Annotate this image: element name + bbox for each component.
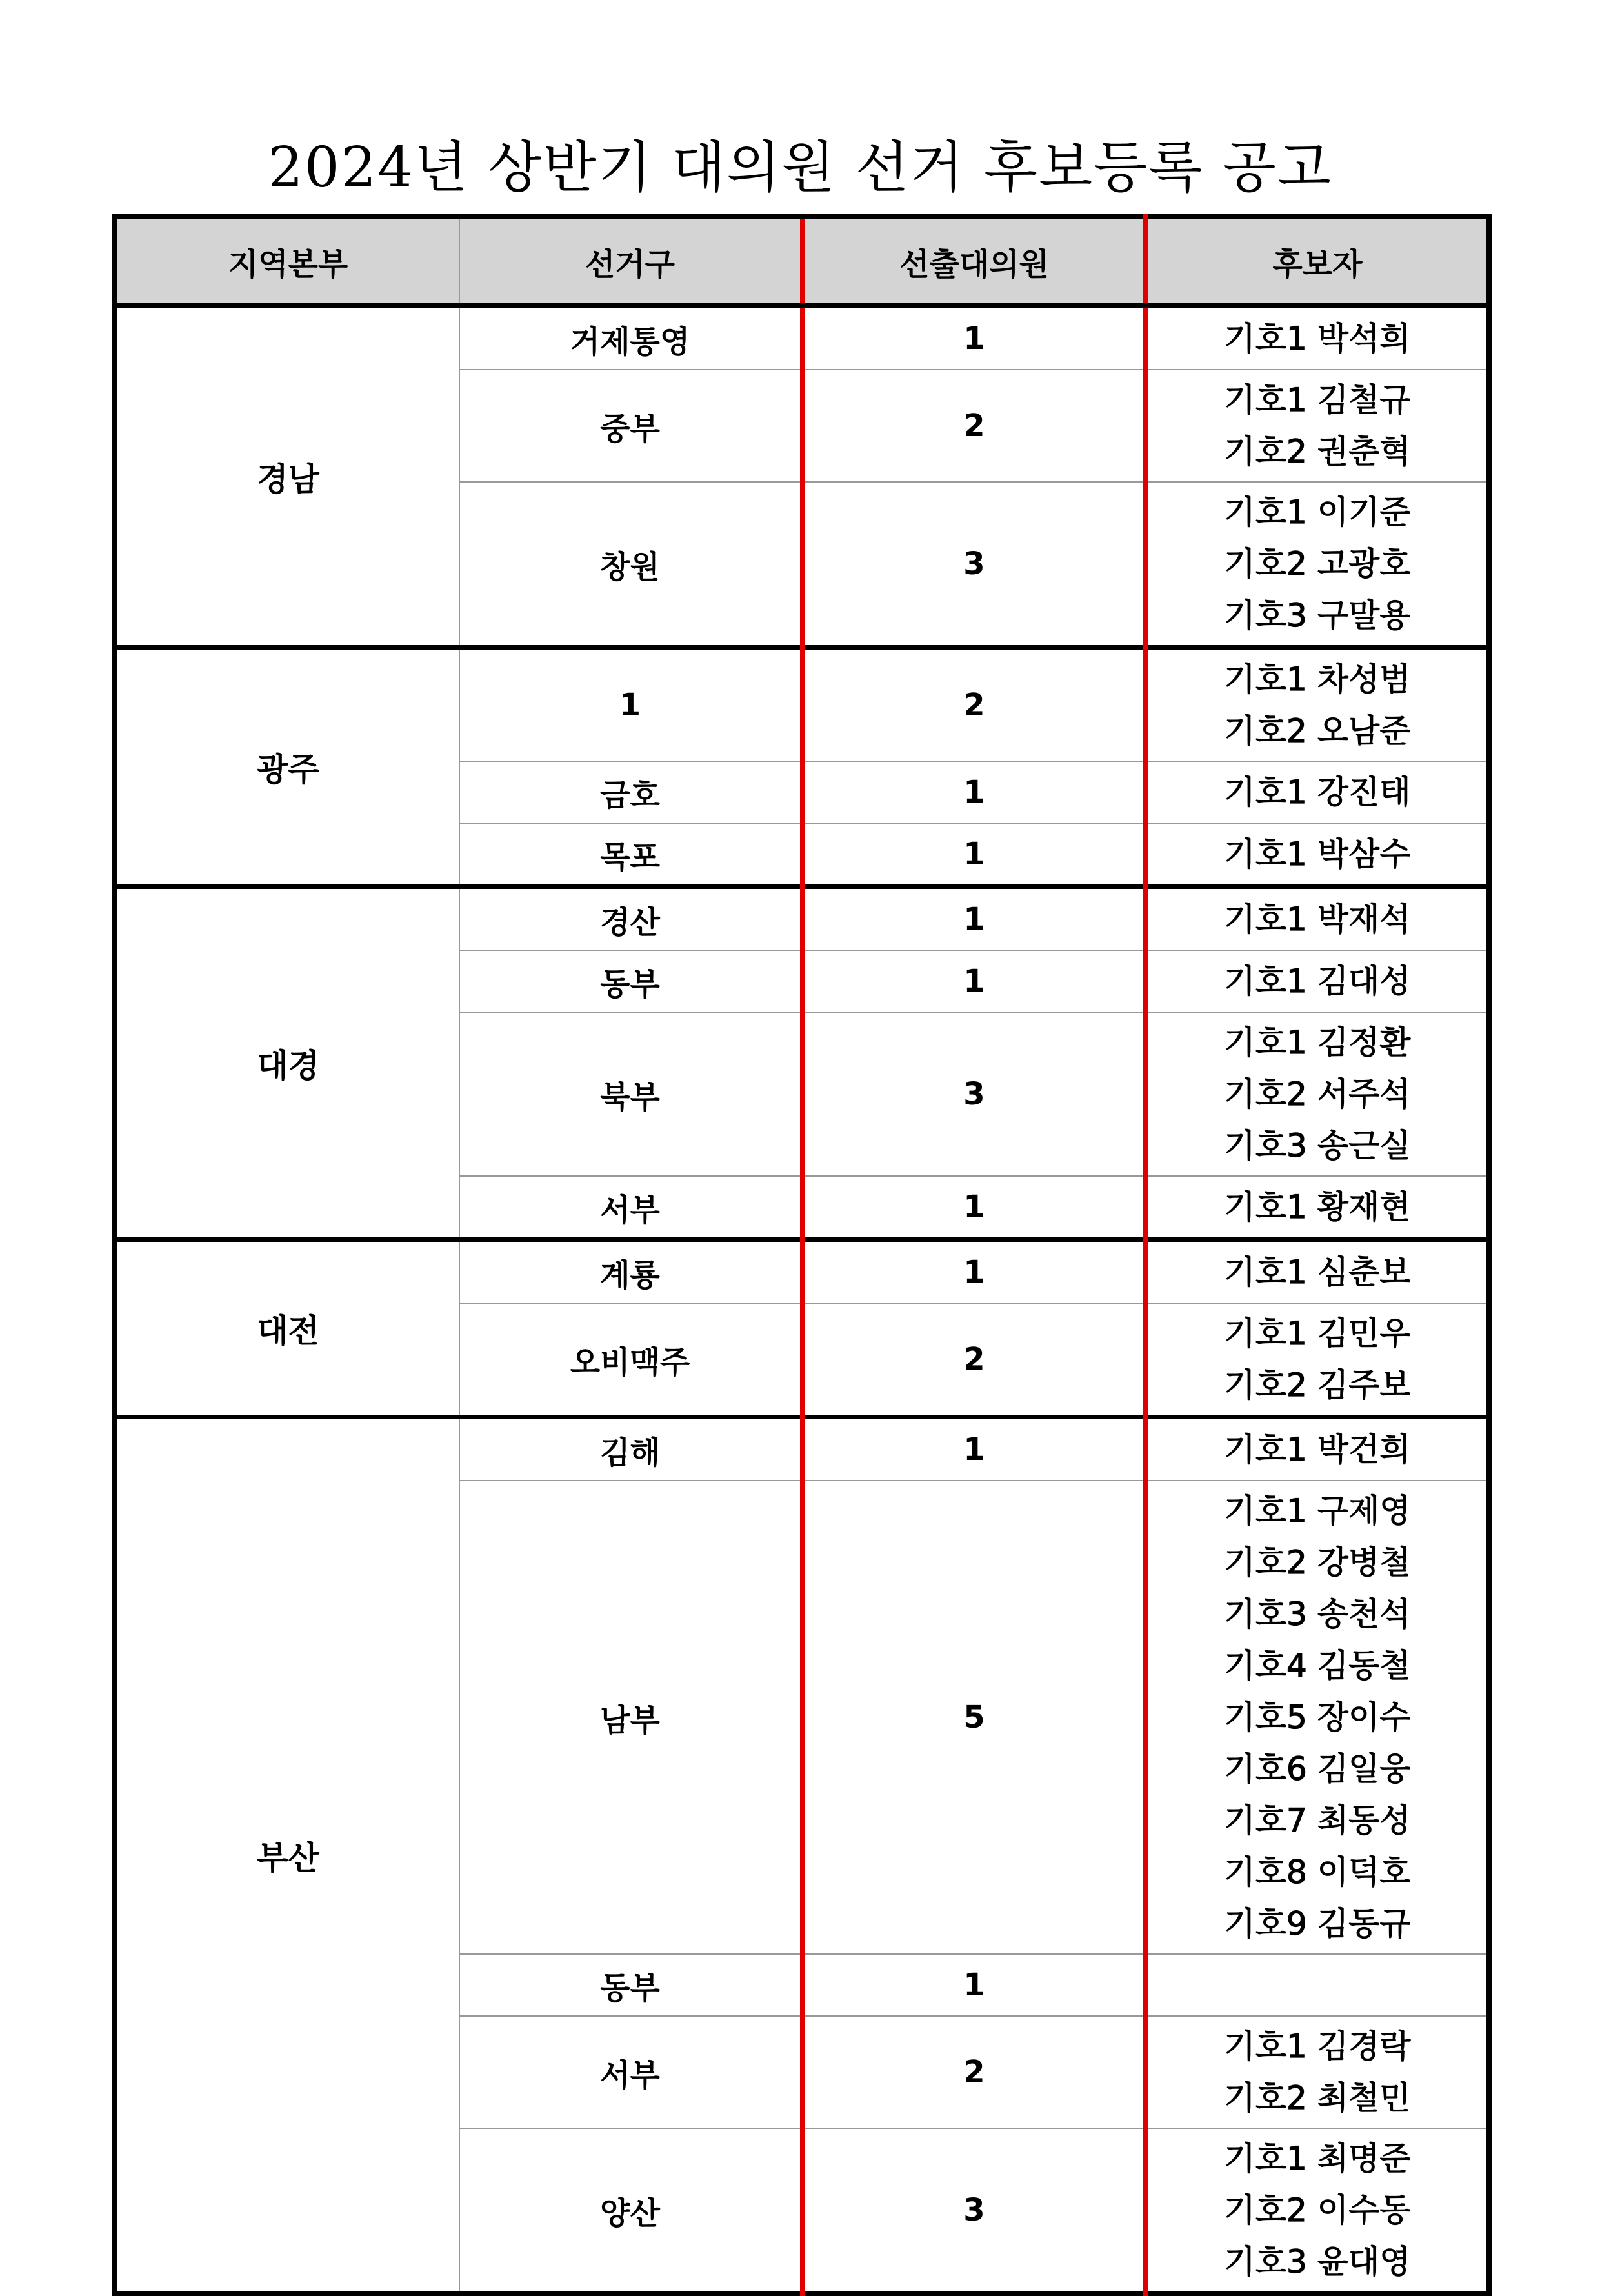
district-cell: 거제통영	[459, 306, 803, 370]
candidate-name: 기호1 박건희	[1224, 1431, 1411, 1468]
candidate-name: 기호3 윤대영	[1224, 2243, 1411, 2281]
district-cell: 북부	[459, 1012, 803, 1176]
candidate-name: 기호1 김민우	[1224, 1315, 1411, 1352]
candidate-name: 기호1 차성범	[1224, 661, 1411, 698]
district-cell: 김해	[459, 1417, 803, 1481]
candidate-name: 기호6 김일웅	[1224, 1750, 1411, 1788]
candidates-cell	[1146, 1303, 1489, 1417]
seats-cell: 1	[803, 1954, 1146, 2016]
candidates-cell	[1146, 482, 1489, 648]
candidate-name: 기호2 최철민	[1224, 2079, 1411, 2117]
candidate-name: 기호1 강진태	[1224, 774, 1411, 811]
candidate-name: 기호2 오남준	[1224, 712, 1411, 750]
seats-cell: 1	[803, 761, 1146, 823]
candidate-name: 기호4 김동철	[1224, 1647, 1411, 1684]
region-cell: 경남	[115, 306, 459, 648]
candidate-name: 기호1 김정환	[1224, 1024, 1411, 1061]
candidate-name: 기호3 송천석	[1224, 1595, 1411, 1633]
table-row	[115, 887, 1489, 951]
candidates-cell	[1146, 761, 1489, 823]
candidate-table	[112, 214, 1492, 2296]
candidate-name: 기호1 박삼수	[1224, 835, 1411, 873]
candidate-name: 기호1 최명준	[1224, 2140, 1411, 2177]
candidate-name: 기호3 송근실	[1224, 1127, 1411, 1164]
candidate-name: 기호3 구말용	[1224, 597, 1411, 634]
seats-cell: 2	[803, 2016, 1146, 2128]
district-cell: 창원	[459, 482, 803, 648]
region-cell: 대경	[115, 887, 459, 1240]
candidate-name: 기호1 김철규	[1224, 381, 1411, 419]
candidates-cell	[1146, 1176, 1489, 1240]
district-cell: 서부	[459, 1176, 803, 1240]
district-cell: 금호	[459, 761, 803, 823]
district-cell: 양산	[459, 2128, 803, 2294]
seats-cell: 5	[803, 1481, 1146, 1954]
candidate-name: 기호9 김동규	[1224, 1905, 1411, 1942]
seats-cell: 1	[803, 306, 1146, 370]
candidate-name: 기호1 김경락	[1224, 2028, 1411, 2065]
seats-cell: 1	[803, 887, 1146, 951]
candidate-name: 기호1 박재석	[1224, 901, 1411, 938]
header-row	[115, 217, 1489, 306]
candidate-name: 기호1 이기준	[1224, 494, 1411, 531]
table-body	[115, 306, 1489, 2294]
seats-cell: 1	[803, 950, 1146, 1012]
district-cell: 서부	[459, 2016, 803, 2128]
candidate-name: 기호1 박석희	[1224, 320, 1411, 357]
candidates-cell	[1146, 2016, 1489, 2128]
seats-cell: 1	[803, 823, 1146, 887]
candidate-name: 기호2 김주보	[1224, 1366, 1411, 1404]
candidates-cell	[1146, 1012, 1489, 1176]
district-cell: 남부	[459, 1481, 803, 1954]
district-cell: 동부	[459, 1954, 803, 2016]
candidate-name: 기호2 강병철	[1224, 1544, 1411, 1581]
table-row	[115, 306, 1489, 370]
region-cell: 대전	[115, 1240, 459, 1417]
table-row	[115, 648, 1489, 762]
candidate-name: 기호2 이수동	[1224, 2191, 1411, 2229]
candidates-cell	[1146, 1954, 1489, 2016]
candidates-cell	[1146, 648, 1489, 762]
region-cell: 부산	[115, 1417, 459, 2294]
page-title: 2024년 상반기 대의원 선거 후보등록 공고	[268, 135, 1332, 200]
candidate-name: 기호2 고광호	[1224, 545, 1411, 583]
candidates-cell	[1146, 887, 1489, 951]
candidate-name: 기호2 서주석	[1224, 1075, 1411, 1113]
seats-cell: 3	[803, 482, 1146, 648]
candidate-name: 기호1 황재현	[1224, 1188, 1411, 1226]
candidates-cell	[1146, 1240, 1489, 1304]
candidate-name: 기호5 장이수	[1224, 1699, 1411, 1736]
region-cell: 광주	[115, 648, 459, 887]
candidate-name: 기호7 최동성	[1224, 1802, 1411, 1839]
district-cell: 동부	[459, 950, 803, 1012]
seats-cell: 1	[803, 1417, 1146, 1481]
seats-cell: 2	[803, 1303, 1146, 1417]
seats-cell: 3	[803, 2128, 1146, 2294]
candidates-cell	[1146, 950, 1489, 1012]
candidate-name: 기호8 이덕호	[1224, 1853, 1411, 1891]
candidates-cell	[1146, 1417, 1489, 1481]
seats-cell: 3	[803, 1012, 1146, 1176]
candidate-name: 기호2 권춘혁	[1224, 433, 1411, 470]
candidates-cell	[1146, 2128, 1489, 2294]
table-row	[115, 1240, 1489, 1304]
candidates-cell	[1146, 306, 1489, 370]
district-cell: 목포	[459, 823, 803, 887]
district-cell: 중부	[459, 370, 803, 482]
seats-cell: 1	[803, 1176, 1146, 1240]
seats-cell: 2	[803, 648, 1146, 762]
table-row	[115, 1417, 1489, 1481]
candidate-name: 기호1 김대성	[1224, 963, 1411, 1000]
header-candidates: 후보자	[1146, 217, 1489, 306]
candidate-name: 기호1 구제영	[1224, 1492, 1411, 1530]
header-seats: 선출대의원	[803, 217, 1146, 306]
candidate-name: 기호1 심춘보	[1224, 1253, 1411, 1291]
header-district: 선거구	[459, 217, 803, 306]
candidates-cell	[1146, 823, 1489, 887]
district-cell: 오비맥주	[459, 1303, 803, 1417]
header-region: 지역본부	[115, 217, 459, 306]
district-cell: 계룡	[459, 1240, 803, 1304]
district-cell: 경산	[459, 887, 803, 951]
candidates-cell	[1146, 1481, 1489, 1954]
district-cell: 1	[459, 648, 803, 762]
candidates-cell	[1146, 370, 1489, 482]
seats-cell: 1	[803, 1240, 1146, 1304]
seats-cell: 2	[803, 370, 1146, 482]
